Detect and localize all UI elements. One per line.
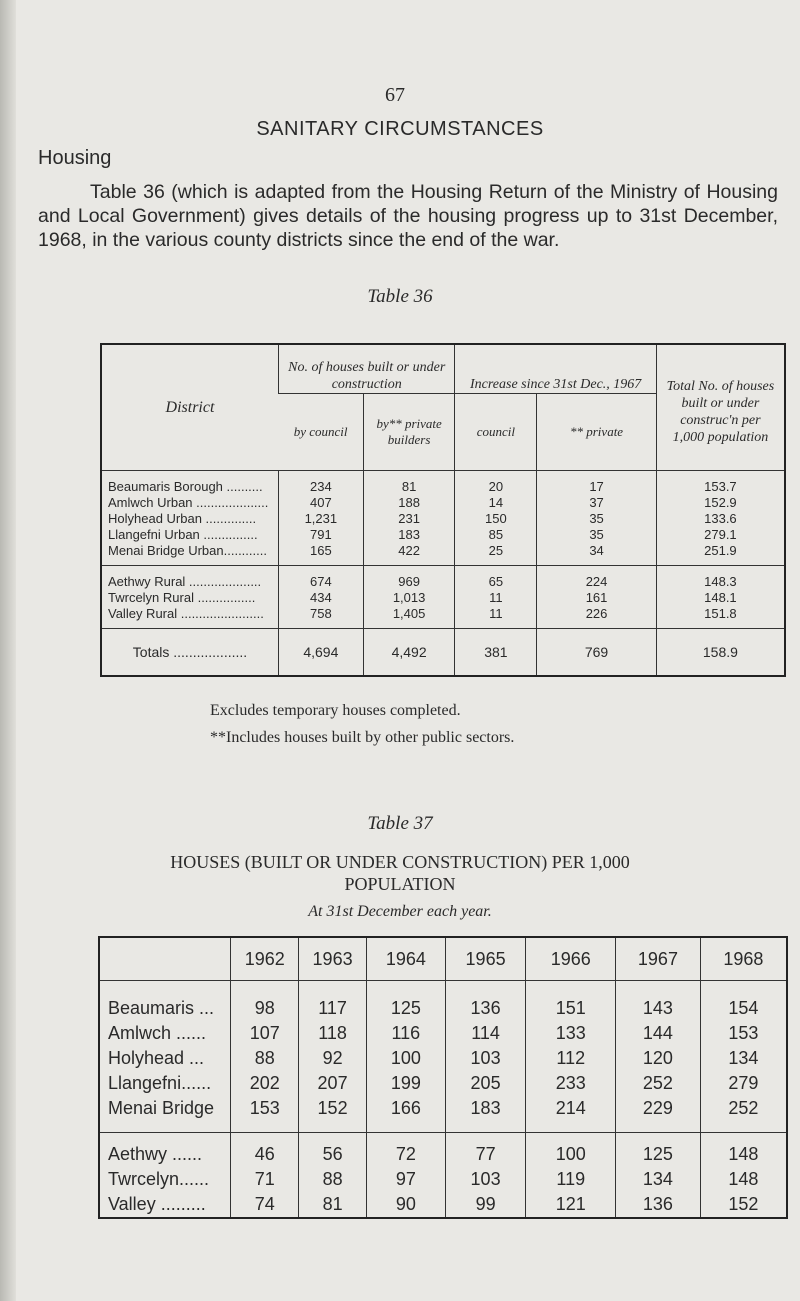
- table36-notes: [210, 697, 514, 751]
- district-name: Valley .........: [108, 1194, 206, 1214]
- table-row: [101, 543, 785, 566]
- cell-private: 1,013: [363, 590, 455, 606]
- table37-caption: Table 37: [367, 813, 433, 834]
- header-houses-built: No. of houses built or under construction: [278, 344, 455, 394]
- cell-value: 125: [366, 981, 445, 1022]
- district-name: Holyhead ...: [108, 1048, 205, 1068]
- cell-per-1000: 151.8: [656, 606, 785, 629]
- cell-value: 77: [445, 1133, 526, 1168]
- cell-inc-private: 17: [537, 471, 657, 496]
- cell-value: 153: [700, 1021, 787, 1046]
- district-name: Valley Rural .......................: [108, 606, 264, 621]
- table-row: [99, 1096, 787, 1133]
- table-row: [101, 495, 785, 511]
- cell-private: 1,405: [363, 606, 455, 629]
- table36: [100, 343, 786, 677]
- cell-value: 97: [366, 1167, 445, 1192]
- cell-value: 92: [299, 1046, 367, 1071]
- cell-inc-council: 150: [455, 511, 537, 527]
- cell-per-1000: 148.1: [656, 590, 785, 606]
- table-row: [99, 1167, 787, 1192]
- cell-private: 969: [363, 566, 455, 591]
- table-row: [101, 511, 785, 527]
- cell-value: 205: [445, 1071, 526, 1096]
- header-by-private: by** private builders: [363, 394, 455, 471]
- cell-value: 133: [526, 1021, 616, 1046]
- cell-value: 279: [700, 1071, 787, 1096]
- table-row: [101, 527, 785, 543]
- cell-inc-private: 226: [537, 606, 657, 629]
- header-total-per-1000: Total No. of houses built or under construc'n per 1,000 population: [656, 344, 785, 471]
- table36-urban-group: [101, 471, 785, 566]
- cell-private: 183: [363, 527, 455, 543]
- district-name: Menai Bridge: [108, 1098, 215, 1118]
- cell-value: 136: [616, 1192, 701, 1218]
- table37-title: [0, 851, 800, 895]
- note-excludes: Excludes temporary houses completed.: [210, 702, 461, 719]
- cell-value: 103: [445, 1167, 526, 1192]
- district-name: Twrcelyn......: [108, 1169, 210, 1189]
- cell-inc-council: 85: [455, 527, 537, 543]
- cell-value: 207: [299, 1071, 367, 1096]
- cell-value: 252: [616, 1071, 701, 1096]
- total-per-1000: 158.9: [656, 629, 785, 677]
- header-by-council: by council: [278, 394, 363, 471]
- table-row: [99, 1046, 787, 1071]
- table37-subtitle: At 31st December each year.: [308, 903, 492, 920]
- cell-value: 88: [299, 1167, 367, 1192]
- table-row: [101, 566, 785, 591]
- cell-council: 165: [278, 543, 363, 566]
- cell-council: 1,231: [278, 511, 363, 527]
- table37-urban-group: [99, 981, 787, 1133]
- table37-header-row: [99, 937, 787, 981]
- cell-value: 71: [231, 1167, 299, 1192]
- cell-inc-private: 35: [537, 511, 657, 527]
- cell-per-1000: 251.9: [656, 543, 785, 566]
- table37-rural-group: [99, 1133, 787, 1219]
- total-council: 4,694: [278, 629, 363, 677]
- totals-label: Totals ...................: [132, 644, 248, 660]
- header-increase: Increase since 31st Dec., 1967: [455, 344, 656, 394]
- cell-value: 119: [526, 1167, 616, 1192]
- cell-inc-council: 20: [455, 471, 537, 496]
- total-private: 4,492: [363, 629, 455, 677]
- cell-value: 151: [526, 981, 616, 1022]
- cell-private: 422: [363, 543, 455, 566]
- cell-inc-private: 224: [537, 566, 657, 591]
- cell-value: 114: [445, 1021, 526, 1046]
- cell-value: 81: [299, 1192, 367, 1218]
- table37-title-line1: HOUSES (BUILT OR UNDER CONSTRUCTION) PER 1,000: [170, 852, 630, 872]
- table-row: [101, 471, 785, 496]
- cell-value: 125: [616, 1133, 701, 1168]
- cell-private: 231: [363, 511, 455, 527]
- cell-value: 134: [616, 1167, 701, 1192]
- page-edge-shadow: [0, 0, 16, 1301]
- cell-value: 118: [299, 1021, 367, 1046]
- total-inc-council: 381: [455, 629, 537, 677]
- cell-value: 144: [616, 1021, 701, 1046]
- cell-value: 233: [526, 1071, 616, 1096]
- table37: [98, 936, 788, 1219]
- cell-private: 188: [363, 495, 455, 511]
- cell-value: 56: [299, 1133, 367, 1168]
- district-name: Llangefni Urban ...............: [108, 527, 258, 542]
- section-title: SANITARY CIRCUMSTANCES: [256, 118, 544, 140]
- cell-value: 183: [445, 1096, 526, 1133]
- district-name: Menai Bridge Urban............: [108, 543, 267, 558]
- page-number: 67: [385, 84, 405, 106]
- cell-value: 88: [231, 1046, 299, 1071]
- cell-council: 791: [278, 527, 363, 543]
- cell-value: 202: [231, 1071, 299, 1096]
- table-row: [99, 1021, 787, 1046]
- table-row: [101, 606, 785, 629]
- header-year: 1964: [366, 937, 445, 981]
- header-private: ** private: [537, 394, 657, 471]
- cell-value: 152: [700, 1192, 787, 1218]
- header-district: District: [165, 399, 215, 416]
- cell-per-1000: 133.6: [656, 511, 785, 527]
- district-name: Llangefni......: [108, 1073, 212, 1093]
- header-year: 1966: [526, 937, 616, 981]
- district-name: Aethwy Rural ....................: [108, 574, 262, 589]
- table36-totals-group: [101, 629, 785, 677]
- cell-council: 407: [278, 495, 363, 511]
- header-empty: [99, 937, 231, 981]
- header-year: 1965: [445, 937, 526, 981]
- intro-paragraph: Table 36 (which is adapted from the Housing Return of the Ministry of Housing and Local Government) gives details of the housing progress up to 31st December, 1968, in the various county districts since the end of the war.: [38, 181, 778, 251]
- table37-title-line2: POPULATION: [344, 874, 456, 894]
- cell-per-1000: 279.1: [656, 527, 785, 543]
- cell-per-1000: 152.9: [656, 495, 785, 511]
- district-name: Amlwch Urban ....................: [108, 495, 269, 510]
- cell-value: 98: [231, 981, 299, 1022]
- cell-value: 120: [616, 1046, 701, 1071]
- cell-value: 154: [700, 981, 787, 1022]
- district-name: Aethwy ......: [108, 1144, 203, 1164]
- cell-value: 121: [526, 1192, 616, 1218]
- cell-value: 214: [526, 1096, 616, 1133]
- cell-council: 674: [278, 566, 363, 591]
- cell-value: 153: [231, 1096, 299, 1133]
- table-row: [99, 1071, 787, 1096]
- cell-value: 100: [366, 1046, 445, 1071]
- district-name: Holyhead Urban ..............: [108, 511, 257, 526]
- header-year: 1967: [616, 937, 701, 981]
- cell-inc-council: 14: [455, 495, 537, 511]
- table-row: [99, 1192, 787, 1218]
- district-name: Beaumaris Borough ..........: [108, 479, 263, 494]
- header-council: council: [455, 394, 537, 471]
- cell-value: 99: [445, 1192, 526, 1218]
- header-year: 1962: [231, 937, 299, 981]
- cell-inc-council: 11: [455, 590, 537, 606]
- totals-row: [101, 629, 785, 677]
- subheading: Housing: [38, 147, 112, 169]
- cell-private: 81: [363, 471, 455, 496]
- cell-inc-private: 37: [537, 495, 657, 511]
- cell-value: 148: [700, 1167, 787, 1192]
- cell-value: 116: [366, 1021, 445, 1046]
- cell-inc-council: 11: [455, 606, 537, 629]
- table-row: [99, 981, 787, 1022]
- cell-value: 100: [526, 1133, 616, 1168]
- cell-value: 107: [231, 1021, 299, 1046]
- cell-value: 166: [366, 1096, 445, 1133]
- district-name: Beaumaris ...: [108, 998, 215, 1018]
- total-inc-private: 769: [537, 629, 657, 677]
- cell-value: 112: [526, 1046, 616, 1071]
- cell-per-1000: 153.7: [656, 471, 785, 496]
- cell-inc-private: 35: [537, 527, 657, 543]
- cell-value: 148: [700, 1133, 787, 1168]
- cell-value: 90: [366, 1192, 445, 1218]
- cell-inc-council: 25: [455, 543, 537, 566]
- cell-inc-private: 34: [537, 543, 657, 566]
- district-name: Twrcelyn Rural ................: [108, 590, 256, 605]
- note-includes: **Includes houses built by other public sectors.: [210, 729, 515, 746]
- cell-value: 229: [616, 1096, 701, 1133]
- cell-council: 234: [278, 471, 363, 496]
- cell-value: 117: [299, 981, 367, 1022]
- cell-per-1000: 148.3: [656, 566, 785, 591]
- table-row: [99, 1133, 787, 1168]
- table36-rural-group: [101, 566, 785, 629]
- cell-value: 136: [445, 981, 526, 1022]
- cell-value: 46: [231, 1133, 299, 1168]
- cell-value: 152: [299, 1096, 367, 1133]
- cell-inc-private: 161: [537, 590, 657, 606]
- cell-value: 72: [366, 1133, 445, 1168]
- district-name: Amlwch ......: [108, 1023, 207, 1043]
- header-year: 1968: [700, 937, 787, 981]
- cell-value: 103: [445, 1046, 526, 1071]
- table36-caption: Table 36: [367, 286, 433, 307]
- cell-value: 252: [700, 1096, 787, 1133]
- table-row: [101, 590, 785, 606]
- cell-council: 434: [278, 590, 363, 606]
- cell-inc-council: 65: [455, 566, 537, 591]
- header-year: 1963: [299, 937, 367, 981]
- cell-value: 199: [366, 1071, 445, 1096]
- cell-value: 143: [616, 981, 701, 1022]
- cell-value: 134: [700, 1046, 787, 1071]
- cell-council: 758: [278, 606, 363, 629]
- cell-value: 74: [231, 1192, 299, 1218]
